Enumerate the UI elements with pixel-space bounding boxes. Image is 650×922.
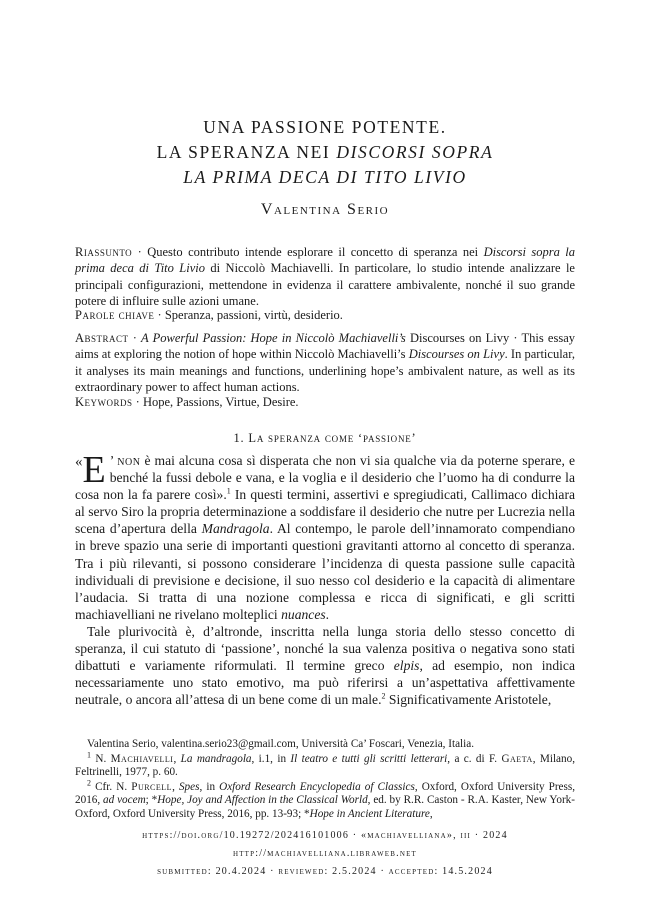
footnote-1-text-e: , Milano, Feltrinelli, 1977, p. 60.	[75, 752, 576, 779]
paragraph-2-text-3: Significativamente Aristotele,	[385, 692, 552, 708]
title-line-2-italic: DISCORSI SOPRA	[336, 142, 494, 162]
footnote-1-editor: Gaeta	[501, 752, 533, 765]
paragraph-1-smallcaps: non	[117, 453, 141, 468]
footnote-1-text-d: , a c. di F.	[447, 752, 502, 765]
footnote-ref-2[interactable]: 2	[381, 691, 386, 701]
article-title-line-1: UNA PASSIONE POTENTE.	[203, 117, 447, 137]
paragraph-2-text-2: , ad esempio, non indica necessariamente uno stato emotivo, ma può riferirsi a un’aspettativa affettivamente neutrale, o ancora all’attesa di un bene come di un male.	[75, 658, 575, 708]
footnotes	[75, 738, 575, 823]
footnote-2-text-f: , ed. by R.R. Caston - R.A. Kaster, New York-Oxford, Oxford University Press, 2016, pp. 13-93; *	[75, 794, 576, 820]
paragraph-1-quote: è mai alcuna cosa sì disperata che non vi sia qualche via da poterne sperare, e benché la fussi debole e vana, e la voglia e il desiderio che l’uomo ha di condurre la cosa non la fa parere così».	[75, 453, 575, 503]
drop-cap-quote: «	[75, 454, 83, 470]
keywords-italian	[75, 307, 575, 323]
drop-cap-letter: E	[82, 449, 106, 491]
abstract-english	[75, 330, 575, 395]
footnote-2-text-c: , in	[199, 780, 220, 793]
footnote-2-author: Purcell	[131, 780, 173, 793]
abstract-english-text-2: . In particular, it analyses its main meanings and functions, underlining hope’s ambivalent nature, as well as its extraordinary power to affect human actions.	[75, 347, 576, 394]
section-heading: 1. La speranza come ‘passione’	[233, 431, 417, 445]
abstract-english-text: · This essay aims at exploring the notion of hope within Niccolò Machiavelli’s	[75, 331, 575, 362]
drop-cap	[75, 449, 106, 491]
separator: ·	[132, 245, 148, 259]
paragraph-1-text-2: In questi termini, assertivi e spregiudicati, Callimaco dichiara al servo Siro la propria determinazione a soddisfare il desiderio che nutre per Lucrezia nella scena d’apertura della	[75, 487, 576, 537]
article-title-line-2	[0, 140, 650, 165]
paragraph-1-text-3: . Al contempo, le parole dell’innamorato compendiano in breve spazio una serie di importanti questioni gravitanti attorno al concetto di speranza. Tra i più rilevanti, si possono considerare l’incidenza di questa passione sulle capacità individuali di previsione e decisione, il suo nesso col desiderio e la capacità di alimentare l’audacia. Si tratta di una nozione complessa e ricca di significati, e gli scritti machiavelliani ne rivelano molteplici	[75, 521, 575, 622]
abstract-english-label: Abstract	[75, 331, 129, 345]
article-title-line-3: LA PRIMA DECA DI TITO LIVIO	[183, 167, 467, 187]
footnote-1-text-b: ,	[173, 752, 181, 765]
keywords-english-text: Hope, Passions, Virtue, Desire.	[142, 395, 299, 409]
journal-website-link[interactable]: http://machiavelliana.libraweb.net	[232, 848, 418, 859]
abstract-italian	[75, 244, 575, 309]
footnote-2-text-g: ,	[429, 807, 433, 820]
abstract-english-title: A Powerful Passion: Hope in Niccolò Machiavelli’s	[141, 331, 406, 345]
paragraph-2	[75, 623, 575, 708]
abstract-italian-text: Questo contributo intende esplorare il concetto di speranza nei	[147, 245, 484, 259]
term-elpis: elpis	[393, 658, 420, 674]
keywords-italian-label: Parole chiave	[75, 308, 155, 322]
separator: ·	[132, 395, 143, 409]
footnote-1	[75, 749, 576, 780]
footnote-1-title: La mandragola	[180, 752, 252, 765]
abstract-italian-label: Riassunto	[75, 245, 133, 259]
footnote-2-ad-vocem: ad vocem	[103, 794, 146, 807]
submission-dates: submitted: 20.4.2024 · reviewed: 2.5.2024 · accepted: 14.5.2024	[157, 866, 493, 877]
footnote-2-book-2: Hope, Joy and Affection in the Classical World	[157, 794, 368, 807]
separator: ·	[128, 331, 142, 345]
paragraph-1	[75, 449, 576, 623]
footnote-2	[75, 778, 576, 822]
keywords-english	[75, 394, 575, 410]
abstract-italian-work-title: Discorsi sopra la prima deca di Tito Livio	[75, 245, 576, 276]
footnote-1-book: Il teatro e tutti gli scritti letterari	[290, 752, 448, 765]
separator: ·	[154, 308, 165, 322]
footnote-2-book: Oxford Research Encyclopedia of Classics	[219, 780, 415, 793]
footnote-2-number: 2	[87, 778, 91, 788]
abstract-italian-text-2: di Niccolò Machiavelli. In particolare, lo studio intende analizzare le principali configurazioni, mettendone in evidenza il carattere ambivalente, nonché il suo grande potere di influire sulle azioni umane.	[75, 261, 575, 308]
author-name: Valentina Serio	[260, 201, 390, 218]
footnote-1-text-c: , i.1, in	[251, 752, 291, 765]
abstract-english-title-work: Discourses on Livy	[405, 331, 510, 345]
body-text	[75, 449, 576, 708]
paragraph-1-end: .	[325, 606, 330, 622]
footnote-2-book-3: Hope in Ancient Literature	[309, 807, 430, 820]
work-title-mandragola: Mandragola	[201, 521, 270, 537]
doi-link[interactable]: https://doi.org/10.19272/202416101006 · «machiavelliana», iii · 2024	[142, 830, 508, 841]
footnote-2-text-b: ,	[172, 780, 179, 793]
footnote-1-number: 1	[87, 749, 91, 759]
footnote-ref-1[interactable]: 1	[226, 486, 231, 496]
footnote-1-text: N.	[91, 752, 111, 765]
title-line-2-roman: LA SPERANZA NEI	[156, 142, 337, 162]
footnote-2-title: Spes	[178, 780, 200, 793]
paragraph-1-text: ’	[109, 453, 118, 468]
paragraph-2-text: Tale plurivocità è, d’altronde, inscritta nella lunga storia dello stesso concetto di speranza, il cui statuto di ‘passione’, nonché la sua valenza positiva o negativa sono stati dibattuti e variamente riformulati. Il termine greco	[75, 623, 575, 674]
footnote-2-text-e: ; *	[145, 794, 158, 807]
footnote-1-author: Machiavelli	[110, 752, 174, 765]
footnote-2-text-d: , Oxford, Oxford University Press, 2016,	[75, 780, 576, 807]
author-affiliation: Valentina Serio, valentina.serio23@gmail.com, Università Ca’ Foscari, Venezia, Italia.	[87, 738, 475, 750]
footnote-2-text: Cfr. N.	[91, 780, 132, 793]
term-nuances: nuances	[281, 606, 326, 622]
keywords-italian-text: Speranza, passioni, virtù, desiderio.	[164, 308, 343, 322]
abstract-english-work-title: Discourses on Livy	[408, 347, 505, 362]
keywords-english-label: Keywords	[75, 395, 133, 409]
